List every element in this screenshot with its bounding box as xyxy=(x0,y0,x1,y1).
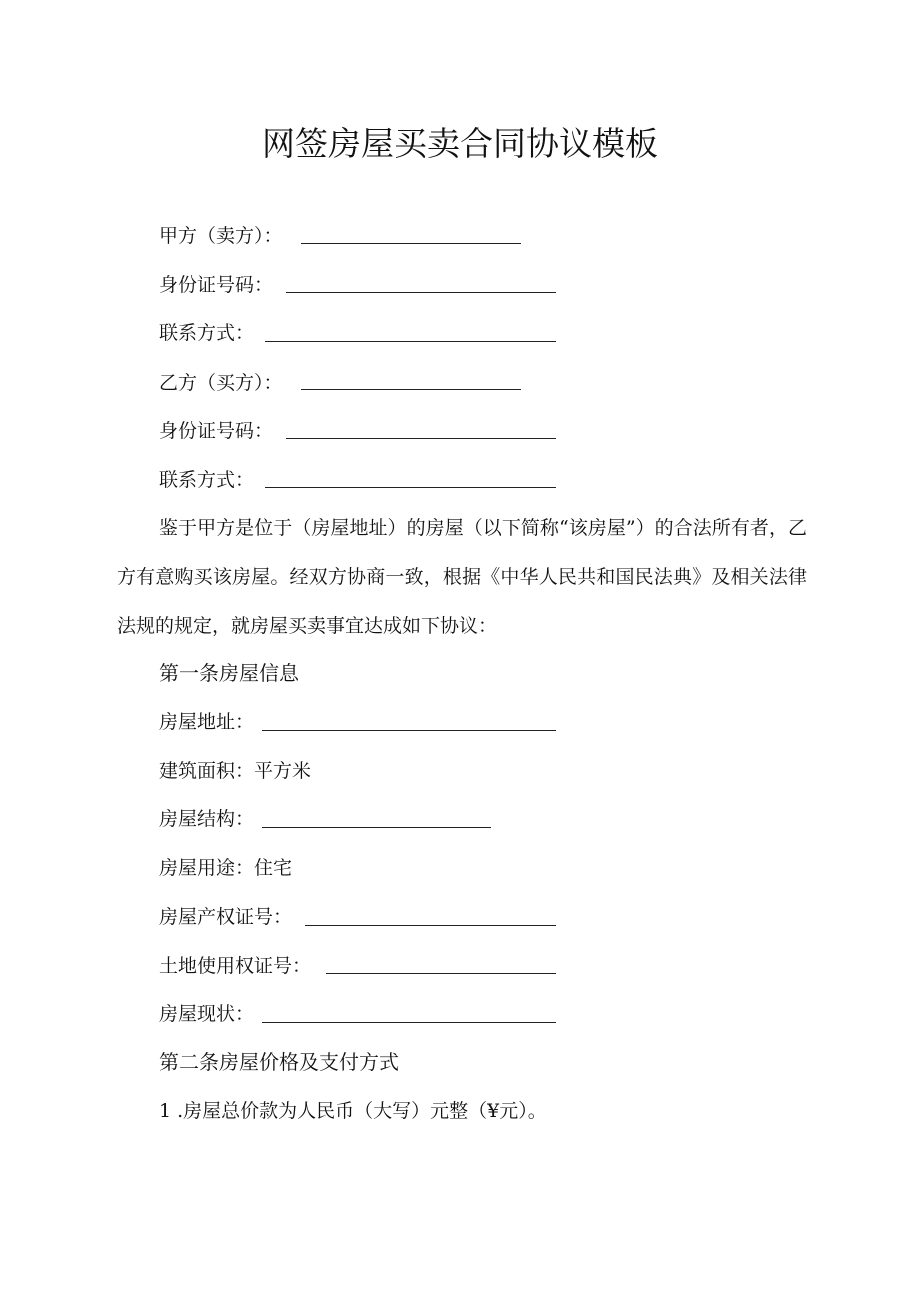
party-b-contact-label: 联系方式： xyxy=(159,469,255,491)
party-a-contact-blank[interactable] xyxy=(265,341,556,342)
document-title: 网签房屋买卖合同协议模板 xyxy=(262,124,658,163)
party-a-name-label: 甲方（卖方）： xyxy=(159,225,283,247)
preamble-paragraph: 鉴于甲方是位于（房屋地址）的房屋（以下简称“该房屋”）的合法所有者，乙方有意购买该房屋。经双方协商一致，根据《中华人民共和国民法典》及相关法律法规的规定，就房屋买卖事宜达成如下协议： xyxy=(117,517,807,637)
party-a-id-blank[interactable] xyxy=(286,292,556,293)
house-address-blank[interactable] xyxy=(262,730,556,731)
house-use-label: 房屋用途：住宅 xyxy=(159,857,293,879)
land-cert-label: 土地使用权证号： xyxy=(159,955,312,977)
house-address-label: 房屋地址： xyxy=(159,711,255,733)
land-cert-blank[interactable] xyxy=(326,973,556,974)
party-b-name-blank[interactable] xyxy=(301,389,521,390)
party-b-id-label: 身份证号码： xyxy=(159,420,274,442)
house-status-label: 房屋现状： xyxy=(159,1003,255,1025)
party-b-name-label: 乙方（买方）： xyxy=(159,372,283,394)
party-a-id-label: 身份证号码： xyxy=(159,274,274,296)
house-structure-blank[interactable] xyxy=(262,827,491,828)
party-b-id-blank[interactable] xyxy=(286,438,556,439)
party-a-contact-label: 联系方式： xyxy=(159,322,255,344)
house-structure-label: 房屋结构： xyxy=(159,808,255,830)
party-b-contact-blank[interactable] xyxy=(265,487,556,488)
article2-heading: 第二条房屋价格及支付方式 xyxy=(159,1050,399,1074)
property-cert-label: 房屋产权证号： xyxy=(159,906,293,928)
party-a-name-blank[interactable] xyxy=(301,243,521,244)
property-cert-blank[interactable] xyxy=(305,925,556,926)
price-clause-item1: 1 .房屋总价款为人民币（大写）元整（¥元）。 xyxy=(159,1100,547,1122)
house-status-blank[interactable] xyxy=(262,1022,556,1023)
article1-heading: 第一条房屋信息 xyxy=(159,661,299,685)
building-area-label: 建筑面积：平方米 xyxy=(159,760,312,782)
